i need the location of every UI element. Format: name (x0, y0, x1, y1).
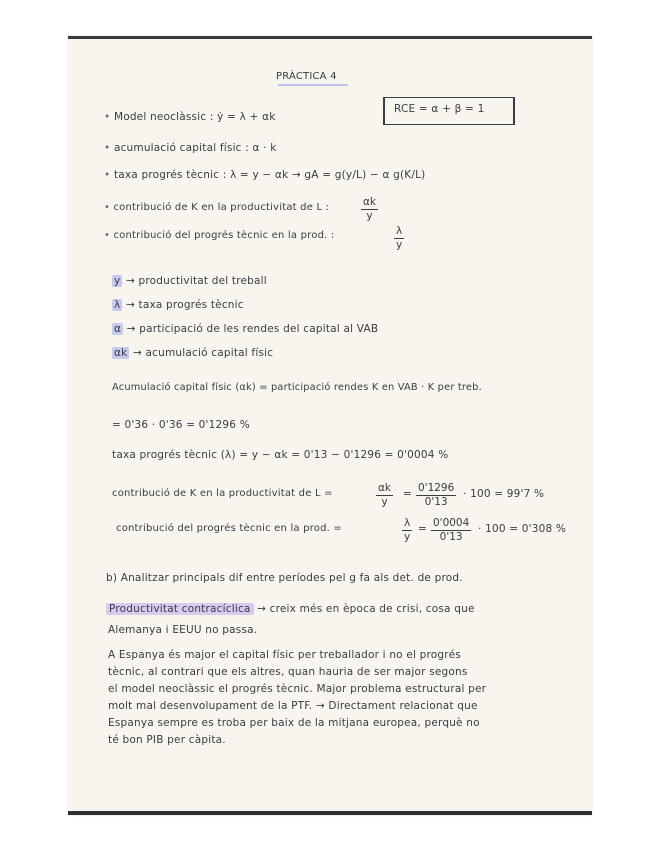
calc-line-4-suffix: · 100 = 99'7 % (463, 488, 545, 500)
bullet-text: taxa progrés tècnic : λ = y − αk → gA = g(y/L) − α g(K/L) (113, 169, 426, 181)
calc-line-5-equals: = (418, 523, 427, 535)
legend-symbol: αk (114, 347, 128, 359)
bullet-dot: • (104, 202, 114, 213)
procyclic-rest: → creix més en època de crisi, cosa que (257, 603, 475, 615)
calc-line-4-fraction-2 (416, 482, 456, 509)
legend-symbol: λ (114, 299, 121, 311)
bullet-dot: • (104, 111, 114, 123)
calc-line-5-prefix: contribució del progrés tècnic en la prod. = (116, 523, 342, 534)
fraction-numerator: αk (378, 482, 392, 494)
legend-y (112, 275, 267, 287)
paragraph-line-3: el model neoclàssic el progrés tècnic. Major problema estructural per (108, 683, 487, 695)
calc-line-4-prefix: contribució de K en la productivitat de L = (112, 488, 333, 499)
legend-text: → participació de les rendes del capital al VAB (126, 323, 379, 335)
bullet-model (104, 111, 275, 123)
fraction-numerator: αk (363, 196, 377, 208)
legend-alphak (112, 347, 273, 359)
legend-lambda (112, 299, 244, 311)
calc-line-1: Acumulació capital físic (αk) = participació rendes K en VAB · K per treb. (112, 382, 482, 393)
fraction-denominator: y (381, 496, 388, 508)
calc-line-5-fraction-2 (431, 517, 471, 544)
fraction-ak-y (361, 196, 378, 223)
paragraph-line-1: A Espanya és major el capital físic per treballador i no el progrés (108, 649, 461, 661)
bullet-contribucio-progres (104, 230, 334, 241)
fraction-lambda-y (394, 225, 404, 252)
fraction-numerator: λ (404, 517, 411, 529)
title-underline (278, 84, 348, 86)
calc-line-5-fraction-1 (402, 517, 412, 544)
legend-text: → acumulació capital físic (132, 347, 274, 359)
fraction-denominator: 0'13 (439, 531, 463, 543)
procyclic-line (106, 603, 475, 615)
bullet-contribucio-k (104, 202, 329, 213)
legend-alpha (112, 323, 378, 335)
calc-line-4-fraction-1 (376, 482, 393, 509)
bullet-dot: • (104, 169, 114, 181)
fraction-numerator: λ (396, 225, 403, 237)
section-b-heading: b) Analitzar principals dif entre períodes pel g fa als det. de prod. (106, 572, 463, 584)
paragraph-line-6: té bon PIB per càpita. (108, 734, 226, 746)
legend-text: → taxa progrés tècnic (125, 299, 244, 311)
paragraph-line-4: molt mal desenvolupament de la PTF. → Directament relacionat que (108, 700, 478, 712)
legend-symbol: α (114, 323, 122, 335)
fraction-denominator: 0'13 (424, 496, 448, 508)
bullet-dot: • (104, 230, 114, 241)
notebook-page (68, 36, 592, 815)
legend-symbol: y (114, 275, 121, 287)
bullet-text: contribució de K en la productivitat de L : (113, 202, 330, 213)
paragraph-line-5: Espanya sempre es troba per baix de la mitjana europea, perquè no (108, 717, 480, 729)
calc-line-5-suffix: · 100 = 0'308 % (478, 523, 567, 535)
fraction-numerator: 0'1296 (418, 482, 455, 494)
calc-line-3: taxa progrés tècnic (λ) = y − αk = 0'13 − 0'1296 = 0'0004 % (112, 449, 449, 461)
page-title: PRÀCTICA 4 (276, 71, 337, 82)
calc-line-2: = 0'36 · 0'36 = 0'1296 % (112, 419, 250, 431)
bullet-taxa (104, 169, 425, 181)
procyclic-highlight: Productivitat contracíclica (106, 603, 254, 615)
bullet-text: acumulació capital físic : α · k (113, 142, 277, 154)
bullet-text: Model neoclàssic : ẏ = λ + αk (113, 111, 276, 123)
bullet-text: contribució del progrés tècnic en la prod. : (113, 230, 335, 241)
bullet-acumulacio (104, 142, 276, 154)
fraction-denominator: y (366, 210, 373, 222)
legend-text: → productivitat del treball (125, 275, 267, 287)
procyclic-line-2: Alemanya i EEUU no passa. (108, 624, 258, 636)
box-formula: RCE = α + β = 1 (394, 103, 485, 115)
calc-line-4-equals: = (403, 488, 412, 500)
fraction-numerator: 0'0004 (433, 517, 470, 529)
fraction-denominator: y (396, 239, 403, 251)
paragraph-line-2: tècnic, al contrari que els altres, quan hauria de ser major segons (108, 666, 468, 678)
bullet-dot: • (104, 142, 114, 154)
fraction-denominator: y (404, 531, 411, 543)
